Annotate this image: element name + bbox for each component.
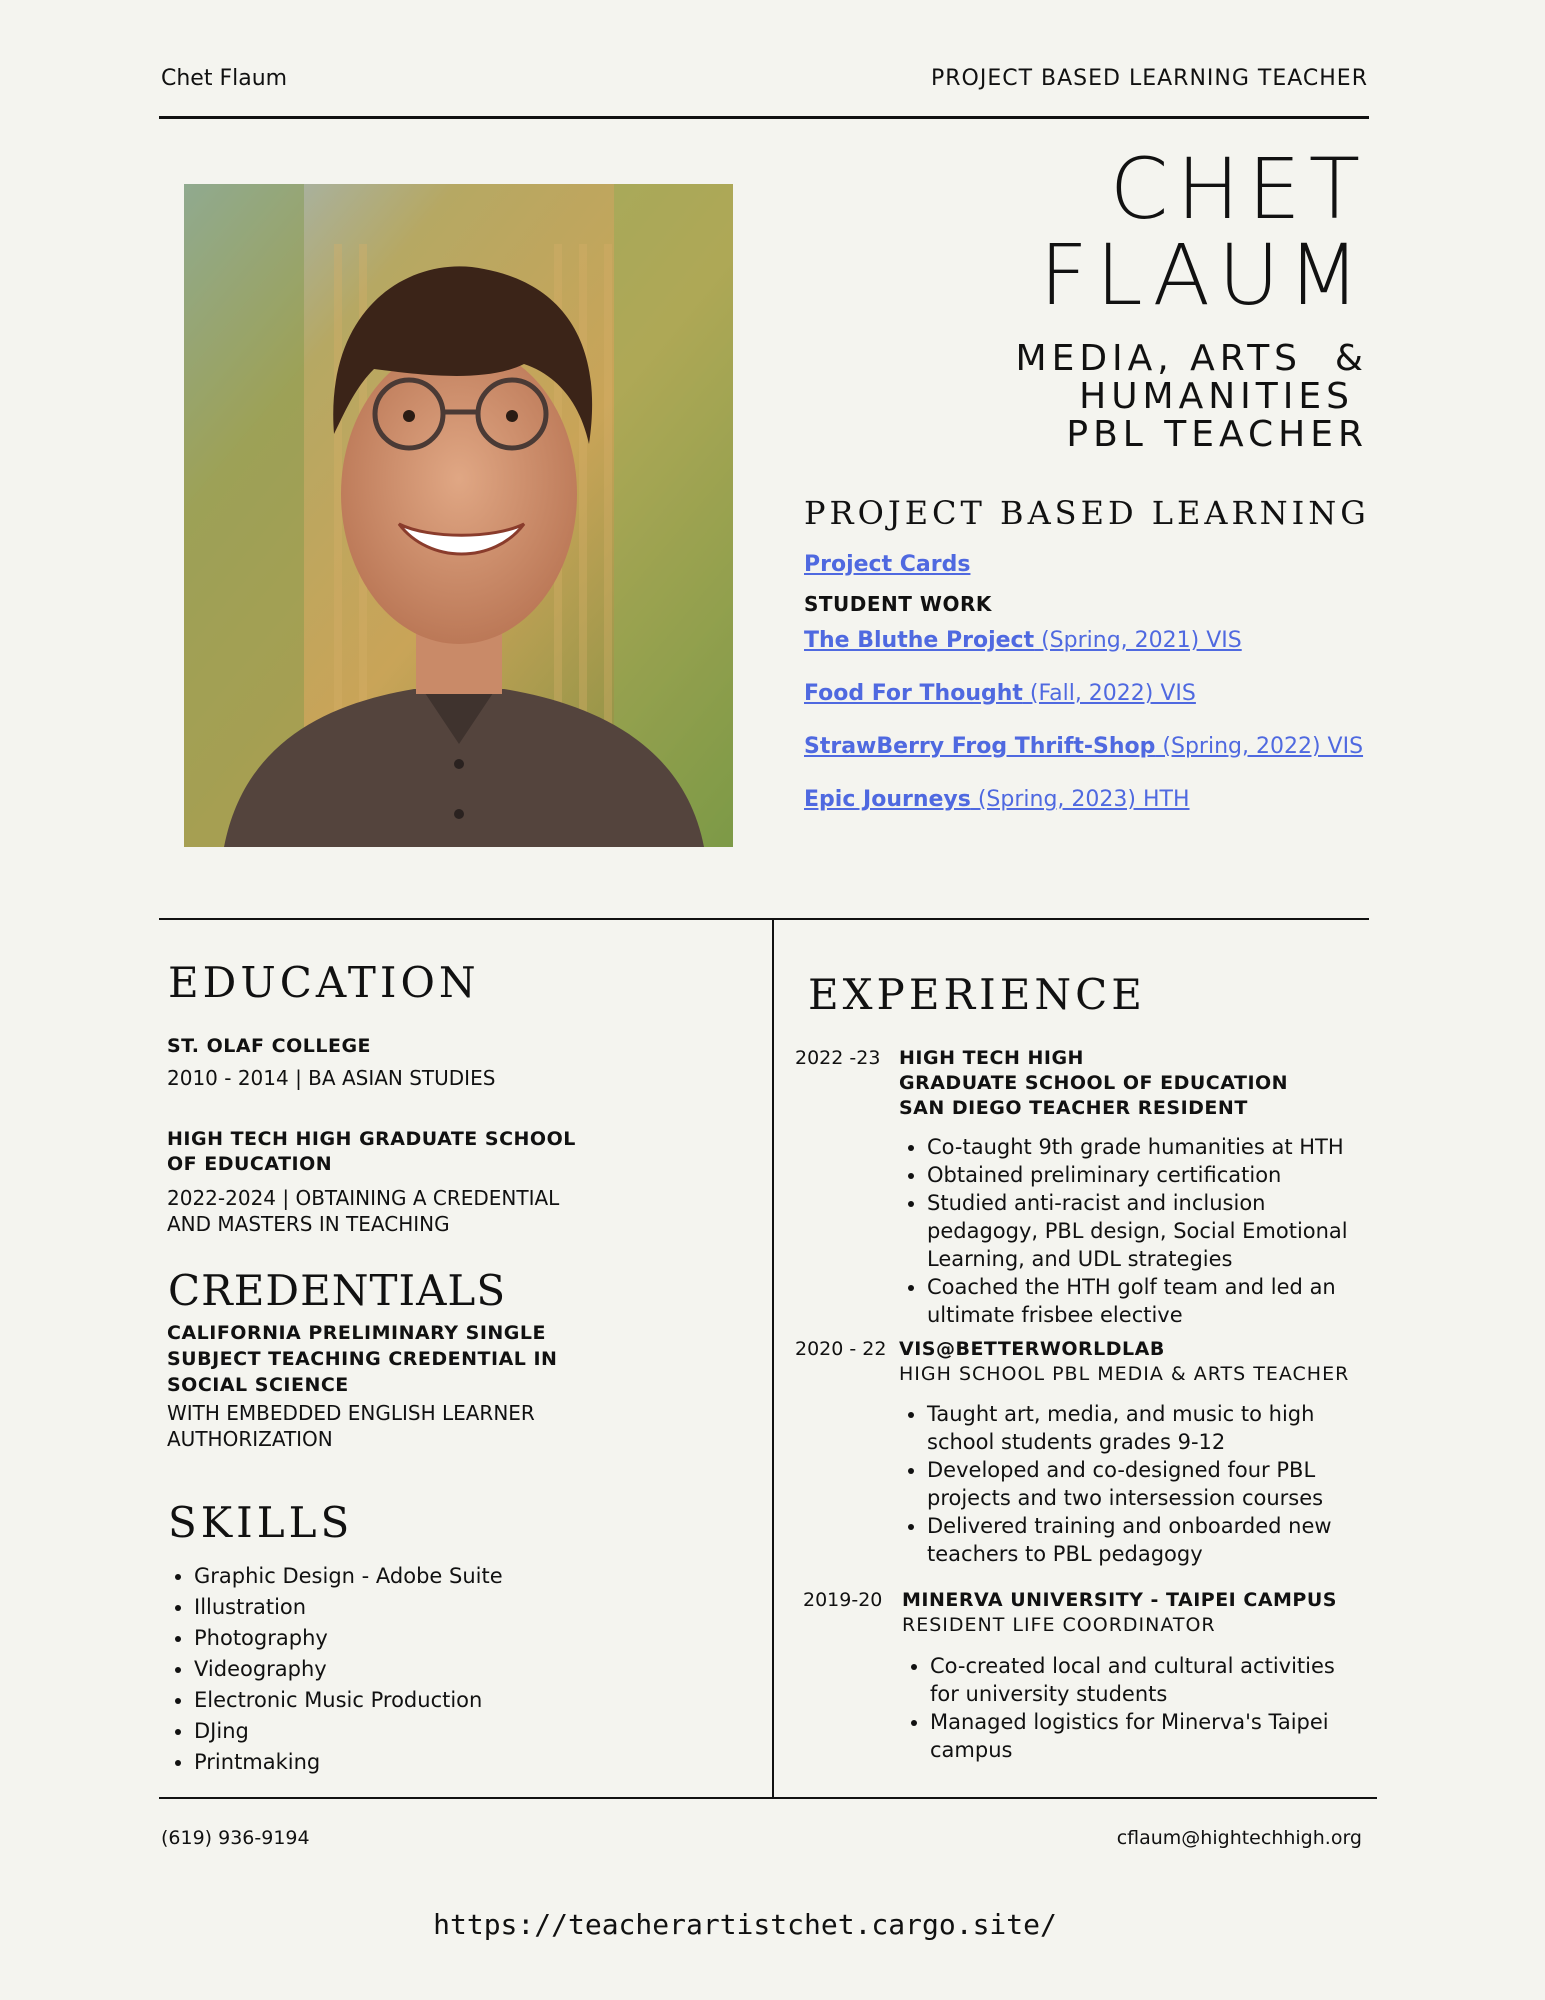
job-years: 2020 - 22 — [795, 1338, 887, 1360]
footer-url[interactable]: https://teacherartistchet.cargo.site/ — [433, 1908, 1057, 1941]
education-heading: EDUCATION — [168, 958, 480, 1007]
skill-item: • Graphic Design - Adobe Suite — [194, 1561, 503, 1592]
job-years: 2019-20 — [803, 1589, 883, 1611]
education-detail-line: AND MASTERS IN TEACHING — [167, 1212, 450, 1236]
job-bullets — [899, 1133, 1348, 1329]
credential-detail — [167, 1400, 535, 1452]
job-employer: MINERVA UNIVERSITY - TAIPEI CAMPUS — [902, 1589, 1337, 1611]
education-school-line: HIGH TECH HIGH GRADUATE SCHOOL — [167, 1128, 576, 1150]
bullet-line: Coached the HTH golf team and led an — [927, 1275, 1336, 1299]
hero-name-line1: CHET — [1109, 140, 1368, 238]
job-role: HIGH SCHOOL PBL MEDIA & ARTS TEACHER — [899, 1363, 1350, 1385]
header-title: PROJECT BASED LEARNING TEACHER — [930, 66, 1368, 91]
education-detail — [167, 1185, 559, 1237]
job-bullet — [927, 1273, 1348, 1329]
student-work-label: STUDENT WORK — [804, 592, 992, 616]
job-bullet — [927, 1189, 1348, 1273]
project-detail: (Spring, 2022) VIS — [1155, 734, 1364, 759]
bullet-line: Co-taught 9th grade humanities at HTH — [927, 1135, 1344, 1159]
bullet-line: Co-created local and cultural activities — [930, 1654, 1335, 1678]
job-bullet — [927, 1400, 1332, 1456]
project-cards-link[interactable] — [804, 552, 970, 577]
project-detail: (Fall, 2022) VIS — [1022, 681, 1196, 706]
education-school — [167, 1127, 576, 1177]
credential-detail-line: AUTHORIZATION — [167, 1427, 333, 1451]
bullet-line: campus — [930, 1738, 1013, 1762]
job-years: 2022 -23 — [795, 1047, 881, 1069]
project-name: StrawBerry Frog Thrift-Shop — [804, 734, 1156, 759]
header-name: Chet Flaum — [161, 66, 288, 91]
project-cards-label: Project Cards — [804, 552, 971, 577]
pbl-heading: PROJECT BASED LEARNING — [804, 494, 1370, 532]
bullet-line: teachers to PBL pedagogy — [927, 1542, 1203, 1566]
job-bullet — [927, 1512, 1332, 1568]
job-bullets — [902, 1652, 1335, 1764]
skill-item: • Printmaking — [194, 1747, 503, 1778]
experience-heading: EXPERIENCE — [808, 970, 1146, 1019]
section-divider — [159, 918, 1369, 920]
education-detail: 2010 - 2014 | BA ASIAN STUDIES — [167, 1066, 496, 1090]
footer-divider — [159, 1797, 1377, 1799]
credential-title — [167, 1320, 557, 1398]
job-bullet — [930, 1708, 1335, 1764]
skill-item: • DJing — [194, 1716, 503, 1747]
bullet-line: Studied anti-racist and inclusion — [927, 1191, 1266, 1215]
skills-list — [166, 1561, 503, 1778]
skill-item: • Electronic Music Production — [194, 1685, 503, 1716]
hero-subtitle-line3: PBL TEACHER — [1066, 414, 1368, 455]
portrait-photo — [184, 184, 733, 847]
skills-heading: SKILLS — [168, 1498, 354, 1547]
hero-subtitle-line1: MEDIA, ARTS & — [1015, 338, 1368, 379]
bullet-line: for university students — [930, 1682, 1168, 1706]
footer-phone: (619) 936-9194 — [161, 1827, 310, 1849]
credentials-heading: CREDENTIALS — [168, 1266, 507, 1315]
project-link-epic-journeys[interactable] — [804, 787, 1190, 812]
job-employer-line: GRADUATE SCHOOL OF EDUCATION — [899, 1072, 1289, 1094]
job-title-block — [902, 1588, 1337, 1638]
bullet-line: school students grades 9-12 — [927, 1430, 1226, 1454]
job-bullet — [927, 1133, 1348, 1161]
hero-name-line2: FLAUM — [1039, 226, 1368, 324]
hero-subtitle — [808, 340, 1368, 454]
education-school: ST. OLAF COLLEGE — [167, 1035, 372, 1057]
skill-item: • Photography — [194, 1623, 503, 1654]
skill-item: • Videography — [194, 1654, 503, 1685]
job-bullet — [927, 1456, 1332, 1512]
header-divider — [159, 116, 1369, 119]
bullet-line: Learning, and UDL strategies — [927, 1247, 1233, 1271]
bullet-line: Delivered training and onboarded new — [927, 1514, 1332, 1538]
bullet-line: pedagogy, PBL design, Social Emotional — [927, 1219, 1348, 1243]
credential-line: SOCIAL SCIENCE — [167, 1374, 349, 1396]
credential-line: SUBJECT TEACHING CREDENTIAL IN — [167, 1348, 558, 1370]
job-bullets — [899, 1400, 1332, 1568]
project-detail: (Spring, 2023) HTH — [970, 787, 1190, 812]
job-role: SAN DIEGO TEACHER RESIDENT — [899, 1097, 1248, 1119]
project-link-bluthe[interactable] — [804, 628, 1242, 653]
bullet-line: Obtained preliminary certification — [927, 1163, 1282, 1187]
bullet-line: Taught art, media, and music to high — [927, 1402, 1315, 1426]
column-divider — [772, 918, 774, 1798]
project-detail: (Spring, 2021) VIS — [1034, 628, 1242, 653]
project-name: Food For Thought — [804, 681, 1023, 706]
hero-subtitle-line2: HUMANITIES — [1079, 376, 1354, 417]
job-title-block — [899, 1046, 1288, 1121]
bullet-line: Developed and co-designed four PBL — [927, 1458, 1316, 1482]
job-title-block — [899, 1337, 1349, 1387]
credential-line: CALIFORNIA PRELIMINARY SINGLE — [167, 1322, 546, 1344]
project-link-food-for-thought[interactable] — [804, 681, 1196, 706]
job-employer: VIS@BETTERWORLDLAB — [899, 1338, 1165, 1360]
credential-detail-line: WITH EMBEDDED ENGLISH LEARNER — [167, 1401, 535, 1425]
education-detail-line: 2022-2024 | OBTAINING A CREDENTIAL — [167, 1186, 560, 1210]
bullet-line: Managed logistics for Minerva's Taipei — [930, 1710, 1329, 1734]
job-role: RESIDENT LIFE COORDINATOR — [902, 1614, 1216, 1636]
project-name: Epic Journeys — [804, 787, 971, 812]
project-link-strawberry-frog[interactable] — [804, 734, 1363, 759]
skill-item: • Illustration — [194, 1592, 503, 1623]
job-employer: HIGH TECH HIGH — [899, 1047, 1084, 1069]
bullet-line: projects and two intersession courses — [927, 1486, 1324, 1510]
education-school-line: OF EDUCATION — [167, 1153, 333, 1175]
job-bullet — [930, 1652, 1335, 1708]
job-bullet — [927, 1161, 1348, 1189]
footer-email[interactable]: cflaum@hightechhigh.org — [1116, 1827, 1362, 1849]
project-name: The Bluthe Project — [804, 628, 1035, 653]
bullet-line: ultimate frisbee elective — [927, 1303, 1183, 1327]
hero-name — [808, 140, 1368, 324]
